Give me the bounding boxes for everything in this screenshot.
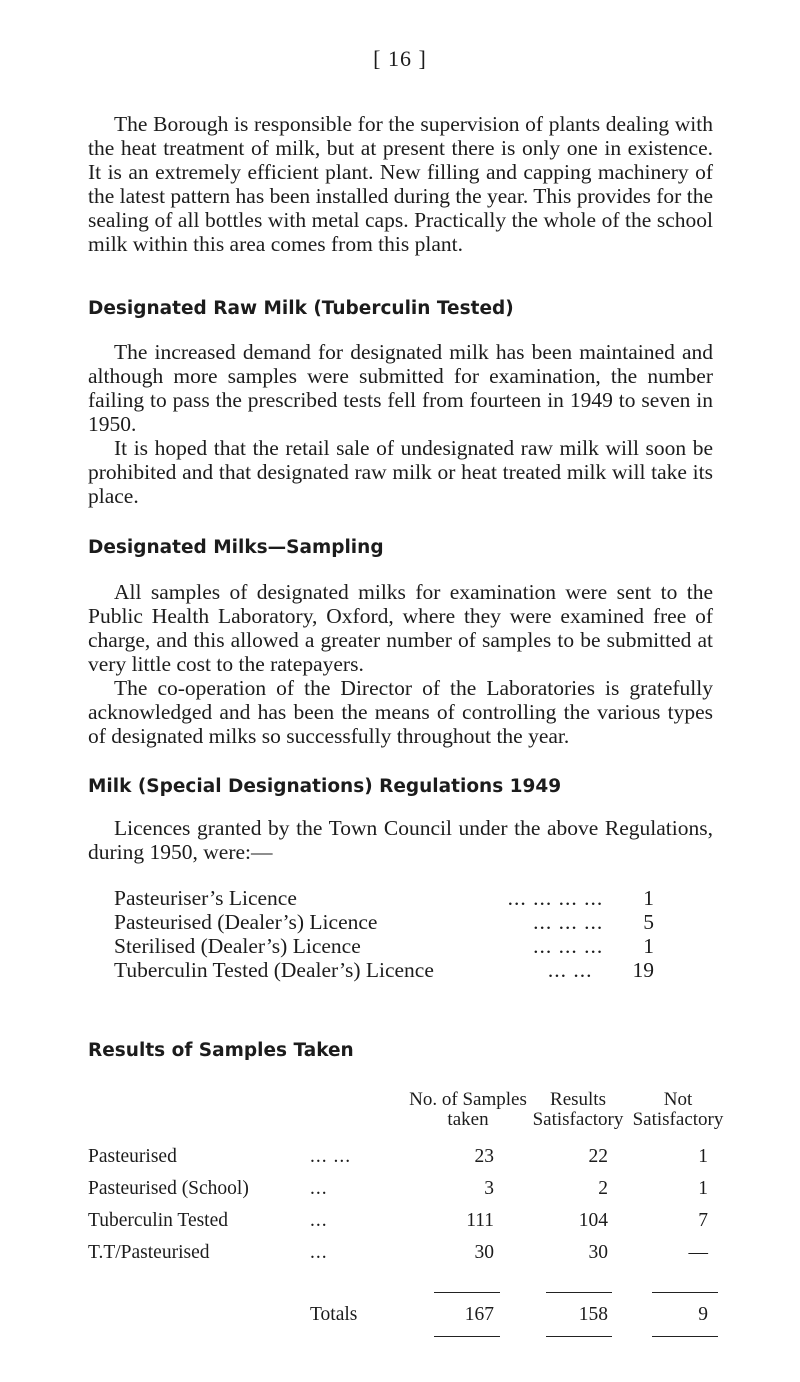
totals-row: Totals 167 158 9: [310, 1304, 708, 1325]
table-row: Tuberculin Tested ... 111 104 7: [88, 1210, 708, 1231]
licence-dots: ... ... ... ...: [507, 886, 604, 910]
licence-name: Tuberculin Tested (Dealer’s) Licence: [114, 958, 434, 982]
table-row: T.T/Pasteurised ... 30 30 —: [88, 1242, 708, 1263]
table-row: Pasteurised ... ... 23 22 1: [88, 1146, 708, 1167]
section-heading-sampling: Designated Milks—Sampling: [88, 537, 384, 558]
licence-count: 1: [643, 886, 654, 910]
licence-row: [114, 910, 654, 934]
col-header-satisfactory: Results Satisfactory: [532, 1089, 624, 1130]
licence-count: 5: [643, 910, 654, 934]
regulations-paragraph: Licences granted by the Town Council under the above Regulations, during 1950, were:—: [88, 816, 713, 864]
licence-count: 19: [632, 958, 654, 982]
section-heading-regulations: Milk (Special Designations) Regulations 1949: [88, 776, 562, 797]
licence-row: [114, 958, 654, 982]
totals-rule: [434, 1336, 500, 1337]
sampling-paragraph-2: The co-operation of the Director of the Laboratories is gratefully acknowledged and has been the means of controlling the various types of designated milks so successfully throughout the year.: [88, 676, 713, 748]
raw-milk-paragraph-1: The increased demand for designated milk has been maintained and although more samples were submitted for examination, the number failing to pass the prescribed tests fell from fourteen in 1949 to seven in 1950.: [88, 340, 713, 436]
licence-count: 1: [643, 934, 654, 958]
table-row: Pasteurised (School) ... 3 2 1: [88, 1178, 708, 1199]
totals-rule: [434, 1292, 500, 1293]
col-header-not-satisfactory: Not Satisfactory: [632, 1089, 724, 1130]
section-heading-raw-milk: Designated Raw Milk (Tuberculin Tested): [88, 298, 514, 319]
results-table: [88, 1089, 724, 1350]
licence-name: Sterilised (Dealer’s) Licence: [114, 934, 361, 958]
totals-rule: [652, 1292, 718, 1293]
page-number: [ 16 ]: [373, 46, 427, 71]
totals-rule: [652, 1336, 718, 1337]
totals-rule: [546, 1292, 612, 1293]
licence-dots: ... ... ...: [533, 934, 604, 958]
licence-name: Pasteuriser’s Licence: [114, 886, 297, 910]
licence-dots: ... ...: [547, 958, 593, 982]
licence-name: Pasteurised (Dealer’s) Licence: [114, 910, 378, 934]
sampling-paragraph-1: All samples of designated milks for examination were sent to the Public Health Laboratory, Oxford, where they were examined free of charge, and this allowed a greater number of samples to be submitted at very little cost to the ratepayers.: [88, 580, 713, 676]
col-header-samples: No. of Samples taken: [409, 1089, 527, 1130]
licence-dots: ... ... ...: [533, 910, 604, 934]
intro-paragraph: The Borough is responsible for the supervision of plants dealing with the heat treatment of milk, but at present there is only one in existence. It is an extremely efficient plant. New filling and capping machinery of the latest pattern has been installed during the year. This provides for the sealing of all bottles with metal caps. Practically the whole of the school milk within this area comes from this plant.: [88, 112, 713, 256]
licence-row: [114, 934, 654, 958]
section-heading-results: Results of Samples Taken: [88, 1040, 354, 1061]
totals-rule: [546, 1336, 612, 1337]
licence-row: [114, 886, 654, 910]
licence-list: [114, 886, 654, 982]
raw-milk-paragraph-2: It is hoped that the retail sale of undesignated raw milk will soon be prohibited and that designated raw milk or heat treated milk will take its place.: [88, 436, 713, 508]
